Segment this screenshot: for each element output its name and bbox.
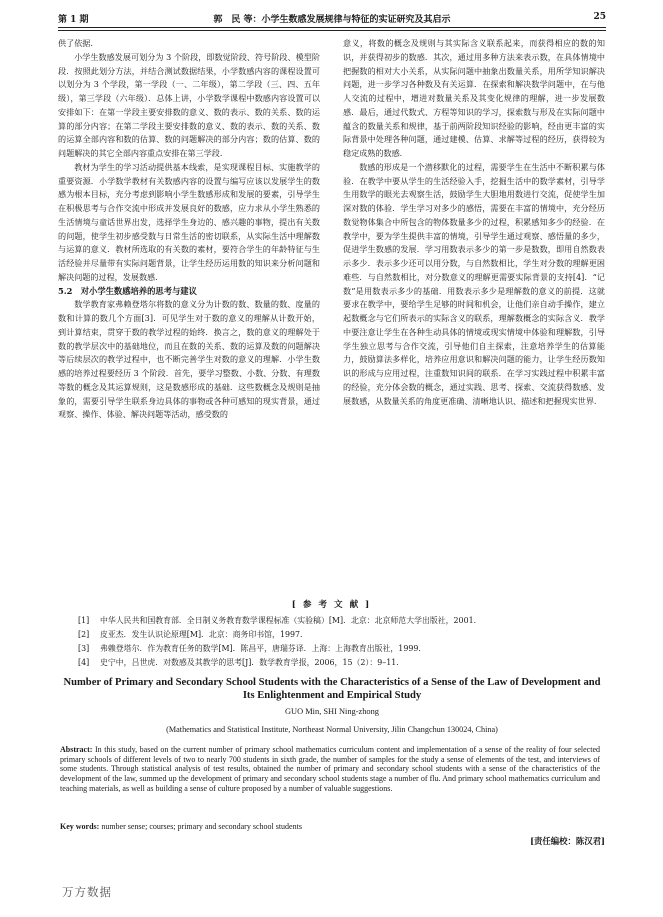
references-list	[78, 614, 598, 670]
right-paragraph: 意义，将数的概念及规则与其实际含义联系起来，而获得相应的数的知识，并获得初步的数感．其次，通过用多种方法来表示数，在具体情境中把握数的相对大小关系，从实际问题中抽象出数量关系，用所学知识解决问题，进一步学习各种数及有关运算．在探索和解决数学问题中，在与他人交流的过程中，增进对数量关系及其变化规律的理解，进一步发展数感．最后，通过代数式、方程等知识的学习，探索数与形及在实际问题中蕴含的数量关系和规律，基于前两阶段知识经验的影响，经由更丰富的实际背景中处理各种问题，通过建模、估算、求解等过程的经历，获得较为稳定成熟的数感.	[343, 38, 605, 158]
english-authors: GUO Min, SHI Ning-zhong	[285, 707, 379, 716]
watermark: 万方数据	[62, 885, 112, 899]
reference-number: [2]	[78, 630, 90, 639]
keywords-text: number sense; courses; primary and secondary school students	[101, 822, 302, 831]
references-title: [ 参 考 文 献 ]	[291, 600, 372, 610]
left-paragraph: 教材为学生的学习活动提供基本线索，是实现课程目标、实施教学的重要资源．小学数学教材有关数感内容的设置与编写应该以发展学生的数感为根本目标，充分考虑到影响小学生数感形成和发展的要素，引导学生在积极思考与合作交流中形成并发展良好的数感，应力求从小学生熟悉的生活情境与童话世界出发，选择学生身边的、感兴趣的事物，提出有关数的问题，使学生初步感受数与日常生活的密切联系，从实际生活中理解数与运算的意义．教材所选取的有关数的素材，要符合学生的年龄特征与生活经验并尽量带有实际问题背景，让学生经历运用数的知识来分析问题和解决问题的过程，发展数感.	[58, 161, 320, 282]
header-rule-thin	[58, 30, 606, 31]
editor-note: [责任编校：陈汉君]	[530, 836, 605, 846]
abstract-text: In this study, based on the current number of primary school mathematics curriculum content and implementation of a sense of the reality of four selected primary schools of different levels of two to nearly 700 students in sixth grade, the number of samples for the study a sense of elements of the test, and interviews of some students. Through statistical analysis of test results, obtained the number of primary and secondary school students with a sense of the characteristics of the development of the law, summed up the development of primary and secondary school students stage a number of flu. And primary school mathematics curriculum and teaching materials, as well as building a sense of culture proposed by a number of valuable suggestions.	[60, 745, 601, 793]
reference-item	[78, 628, 598, 642]
left-paragraph: 小学生数感发展可划分为 3 个阶段，即数觉阶段、符号阶段、模型阶段．按照此划分方法，并结合测试数据结果，小学数感内容的课程设置可以划分为 3 个学段，第一学段（一、二年级），第二学段（三、四、五年级），第三学段（六年级）．总体上讲，小学数学课程中数感内容设置可以安排如下：在第一学段主要安排数的意义、数的表示、数的关系、数的运算的部分内容；在第二学段主要安排数的意义、数的表示、数的关系、数的运算全部内容和数的估算、数的问题解决的部分内容；数的估算、数的问题解决的其它全部内容重点安排在第三学段.	[58, 51, 320, 158]
left-paragraph: 数学教育家弗赖登塔尔将数的意义分为计数的数、数量的数、度量的数和计算的数几个方面[3]．可见学生对于数的意义的理解从计数开始，到计算结束，贯穿于数的教学过程的始终．换言之，数的意义的理解处于数的教学层次中的基础地位，而且在数的关系、数的运算及数的问题解决等后续层次的教学过程中，也不断完善学生对数的意义的理解．小学生数感的培养过程要经历 3 个阶段．首先，要学习整数、小数、分数、有理数等数的概念及其运算规则，这是数感形成的基础．这些数概念及规则是抽象的，需要引导学生联系身边具体的事物或各种可感知的现实背景，通过观察、操作、体验、解决问题等活动，感受数的	[58, 299, 320, 420]
abstract-label: Abstract:	[60, 745, 93, 754]
reference-number: [3]	[78, 644, 90, 653]
english-abstract	[60, 745, 600, 794]
running-header	[58, 9, 606, 25]
english-title: Number of Primary and Secondary School Students with the Characteristics of a Sense of the Law of Development and Its Enlightenment and Empirical Study	[63, 677, 601, 701]
reference-item	[78, 642, 598, 656]
reference-text: 中华人民共和国教育部．全日制义务教育数学课程标准（实验稿）[M]．北京：北京师范大学出版社，2001．	[100, 616, 482, 625]
reference-text: 史宁中，吕世虎．对数感及其教学的思考[J]．数学教育学报，2006，15（2）：9–11．	[100, 658, 405, 667]
right-paragraph: 数感的形成是一个潜移默化的过程，需要学生在生活中不断积累与体验．在教学中要从学生的生活经验入手，挖掘生活中的数学素材，引导学生用数学的眼光去观察生活，鼓励学生大胆地用数进行交流，促使学生加深对数的体验．学生学习对多少的感悟，需要在丰富的情境中，充分经历数觉物体集合中所包含的物体数量多少的过程，积累感知多少的经验．在教学中，要为学生提供丰富的情境，引导学生通过观察、感悟量的多少，促进学生数感的发展．学习用数表示多少的第一步是数数，即用自然数表示多少．表示多少还可以用分数，与自然数相比，学生对分数的理解更困难些．与自然数相比，对分数意义的理解更需要实际背景的支持[4]．“记数”是用数表示多少的基础．用数表示多少是理解数的意义的前提．这就要求在教学中，要给学生足够的时间和机会，让他们亲自动手操作，建立起数概念与它们所表示的实际含义的联系，理解数概念的实际含义．教学中要注意让学生在各种生动具体的情境或现实情境中体验和理解数，引导学生独立思考与合作交流，引导他们自主探索，注意培养学生的估算能力，鼓励算法多样化，培养应用意识和解决问题的能力，让学生经历数知识的形成与应用过程，注重数知识间的联系．在学习实践过程中积累丰富的经验，充分体会数的概念，通过实践、思考、探索、交流获得数感、发展数感，从数量关系的角度更准确、清晰地认识、描述和把握现实世界.	[343, 161, 605, 406]
reference-text: 皮亚杰．发生认识论原理[M]．北京：商务印书馆，1997．	[100, 630, 308, 639]
page-number: 25	[593, 12, 606, 22]
left-paragraph: 供了依据.	[58, 38, 93, 48]
reference-number: [4]	[78, 658, 90, 667]
reference-number: [1]	[78, 616, 90, 625]
right-column	[343, 37, 605, 408]
english-affiliation: (Mathematics and Statistical Institute, Northeast Normal University, Jilin Changchun 130024, China)	[166, 725, 498, 734]
keywords-label: Key words:	[60, 822, 100, 831]
issue-label: 第 1 期	[58, 15, 89, 25]
english-keywords	[60, 822, 600, 831]
running-title: 郭 民 等：小学生数感发展规律与特征的实证研究及其启示	[213, 15, 451, 25]
section-heading: 5.2 对小学生数感培养的思考与建议	[58, 285, 197, 296]
reference-item	[78, 656, 598, 670]
header-rule	[58, 27, 606, 28]
reference-text: 弗赖登塔尔．作为教育任务的数学[M]．陈昌平，唐瑞芬译．上海：上海教育出版社，1999．	[100, 644, 427, 653]
reference-item	[78, 614, 598, 628]
left-column	[58, 37, 320, 422]
